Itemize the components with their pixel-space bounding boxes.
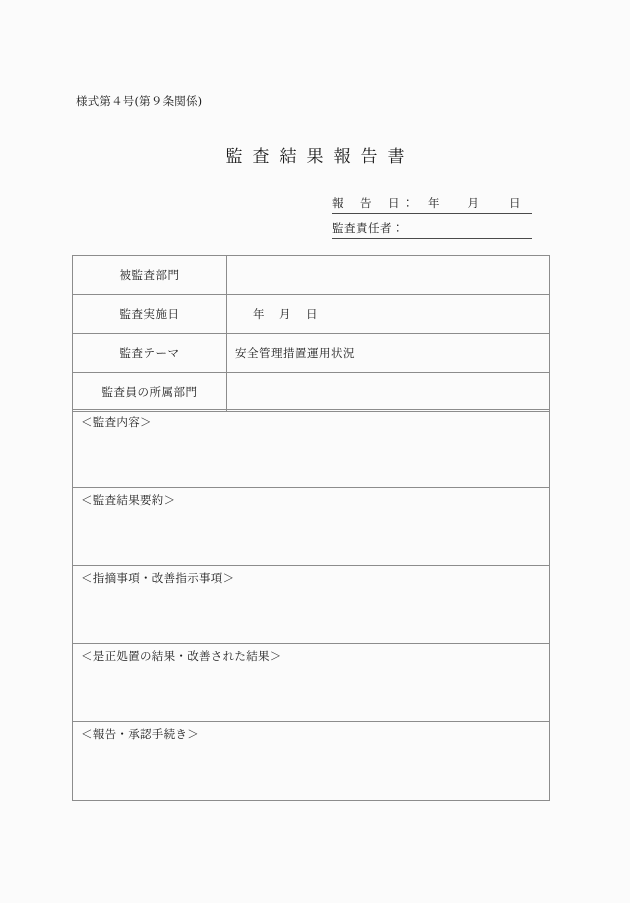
section-body-approval-procedure[interactable] bbox=[81, 746, 543, 797]
value-auditor-department[interactable] bbox=[227, 373, 550, 412]
audit-date-day-unit: 日 bbox=[306, 307, 318, 321]
section-heading-result-summary: ＜監査結果要約＞ bbox=[81, 493, 176, 507]
section-body-findings[interactable] bbox=[81, 590, 543, 640]
section-body-corrective-results[interactable] bbox=[81, 668, 543, 718]
report-meta-block bbox=[332, 194, 532, 239]
audit-manager-label: 監査責任者： bbox=[332, 221, 404, 235]
section-audit-content bbox=[73, 410, 549, 488]
table-row bbox=[73, 256, 550, 295]
form-number: 様式第４号(第９条関係) bbox=[76, 94, 203, 108]
section-body-audit-content[interactable] bbox=[81, 434, 543, 484]
value-audit-theme[interactable]: 安全管理措置運用状況 bbox=[227, 334, 550, 373]
label-audit-theme: 監査テーマ bbox=[73, 334, 227, 373]
section-corrective-results bbox=[73, 644, 549, 722]
report-date-year-unit: 年 bbox=[428, 196, 440, 210]
section-heading-corrective-results: ＜是正処置の結果・改善された結果＞ bbox=[81, 649, 282, 663]
audit-date-year-unit: 年 bbox=[253, 307, 265, 321]
table-row bbox=[73, 373, 550, 412]
section-heading-findings: ＜指摘事項・改善指示事項＞ bbox=[81, 571, 235, 585]
page-title: 監査結果報告書 bbox=[225, 147, 415, 167]
value-audit-date[interactable] bbox=[227, 295, 550, 334]
audit-manager-field[interactable] bbox=[332, 219, 532, 239]
label-audited-department: 被監査部門 bbox=[73, 256, 227, 295]
section-result-summary bbox=[73, 488, 549, 566]
report-date-month-unit: 月 bbox=[467, 196, 479, 210]
label-auditor-department: 監査員の所属部門 bbox=[73, 373, 227, 412]
report-date-day-unit: 日 bbox=[509, 196, 521, 210]
section-heading-approval-procedure: ＜報告・承認手続き＞ bbox=[81, 727, 199, 741]
table-row bbox=[73, 334, 550, 373]
report-date-field[interactable] bbox=[332, 194, 532, 214]
section-heading-audit-content: ＜監査内容＞ bbox=[81, 415, 152, 429]
report-date-value bbox=[428, 194, 521, 213]
section-body-result-summary[interactable] bbox=[81, 512, 543, 562]
report-date-label: 報 告 日： bbox=[332, 196, 416, 210]
audit-date-month-unit: 月 bbox=[279, 307, 291, 321]
table-row bbox=[73, 295, 550, 334]
value-audited-department[interactable] bbox=[227, 256, 550, 295]
label-audit-date: 監査実施日 bbox=[73, 295, 227, 334]
audit-info-table bbox=[72, 255, 550, 412]
section-findings bbox=[73, 566, 549, 644]
free-text-sections bbox=[72, 409, 550, 801]
section-approval-procedure bbox=[73, 722, 549, 801]
